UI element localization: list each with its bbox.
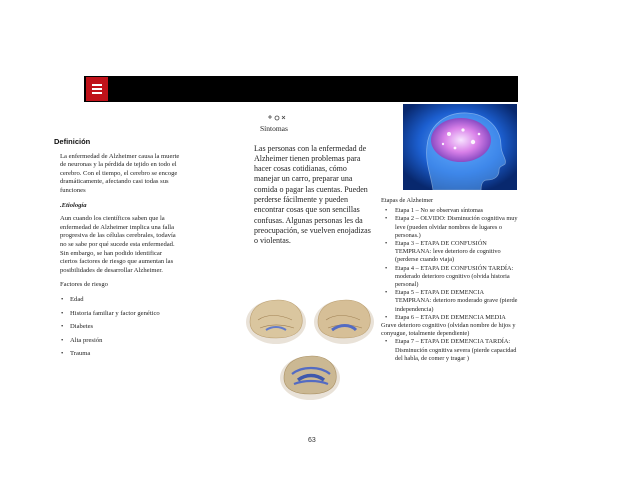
list-item: • Etapa 1 – No se observan síntomas [381,207,519,215]
list-item: • Etapa 4 – ETAPA DE CONFUSIÓN TARDÍA: moderado deterioro cognitivo (olvida historia personal) [381,265,519,290]
head-brain-illustration [403,104,517,190]
list-item: • Alta presión [60,337,180,346]
factores-list [60,296,180,359]
definicion-column [54,137,180,364]
header-bar [84,76,518,102]
definicion-paragraph: La enfermedad de Alzheimer causa la muerte de neuronas y la pérdida de tejido en todo el cerebro. Con el tiempo, el cerebro se encoge dramáticamente, afectando casi todas sus funciones [60,152,180,194]
sintomas-title: Síntomas [260,124,288,133]
list-item: • Etapa 2 – OLVIDO: Disminución cognitiva muy leve (pueden olvidar nombres de lugares o personas.) [381,215,519,240]
factores-title: Factores de riesgo [60,281,108,289]
etapas-title: Etapas de Alzheimer [381,197,434,204]
list-item: • Etapa 6 – ETAPA DE DEMENCIA MEDIA [381,314,519,322]
page-number: 63 [308,437,316,444]
list-item: • Edad [60,296,180,305]
etapas-list [381,207,519,322]
brain-stages-illustration [236,290,384,408]
list-item: • Historia familiar y factor genético [60,310,180,319]
definicion-heading: Definición [54,137,91,146]
list-item: • Etapa 7 – ETAPA DE DEMENCIA TARDÍA: Disminución cognitiva severa (pierde capacidad del habla, de comer y tragar ) [381,338,519,363]
etapas-column [381,197,519,363]
list-item: • Etapa 3 – ETAPA DE CONFUSIÓN TEMPRANA: leve deterioro de cognitivo (perderse cuando viaja) [381,240,519,265]
etiologia-paragraph: Aun cuando los científicos saben que la enfermedad de Alzheimer implica una falla progresiva de las células cerebrales, todavía no se sabe por qué sucede esta enfermedad. Sin embargo, se han podido identificar ciertos factores de riesgo que aumentan las posibilidades de desarrollar Alzheimer. [60,215,176,274]
menu-icon [86,77,108,101]
sintomas-paragraph: Las personas con la enfermedad de Alzheimer tienen problemas para hacer cosas cotidianas, cómo manejar un carro, preparar una comida o pagar las cuentas. Pueden perderse fácilmente y pueden encontrar cosas que son sencillas confusas. Algunas personas les da preocupación, se vuelven enojadizas o violentas. [254,143,371,246]
sintomas-column [254,114,374,247]
list-item: • Diabetes [60,323,180,332]
list-item: • Etapa 5 – ETAPA DE DEMENCIA TEMPRANA: deterioro moderado grave (pierde independencia) [381,289,519,314]
etapa6-continuation: Grave deterioro cognitivo (olvidan nombre de hijos y conyugue, totalmente dependiente) [381,322,516,338]
list-item: • Trauma [60,350,180,359]
etapas-list-end [381,338,519,363]
etiologia-title: .Etiología [60,201,87,209]
